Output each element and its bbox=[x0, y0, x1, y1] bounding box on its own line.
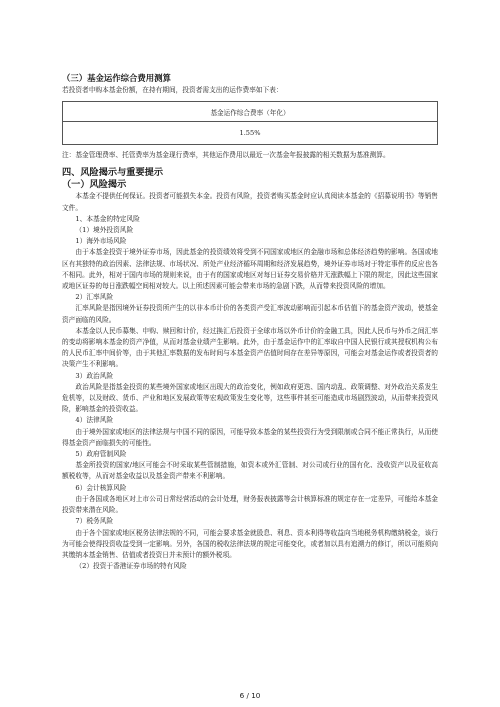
subheading: （2）投资于香港证券市场的特有风险 bbox=[75, 562, 187, 571]
paragraph: 本基金不提供任何保证。投资者可能损失本金。投资有风险，投资者购买基金时应认真阅读本基金的《招募说明书》等销售文件。 bbox=[62, 192, 438, 212]
fee-table-value: 1.55% bbox=[63, 122, 438, 145]
fee-table bbox=[62, 101, 438, 145]
paragraph: 由于各国或各地区对上市公司日常经营活动的会计处理，财务报表披露等会计核算标准的规定存在一定差异，可能给本基金投资带来潜在风险。 bbox=[62, 494, 438, 515]
page-content bbox=[62, 72, 438, 572]
paragraph: 本基金以人民币募集、申购、赎回和计价，经过换汇后投资于全球市场以外币计价的金融工具，因此人民币与外币之间汇率的变动将影响本基金的资产净值，从而对基金业绩产生影响。此外，由于基金运作中的汇率取自中国人民银行或其授权机构公布的人民币汇率中间价等，由于其他汇率数据的发布时间与本基金资产估值时间存在差异等原因，可能会对基金运作或者投资者的决策产生不利影响。 bbox=[62, 326, 438, 369]
subheading: 5）政府管制风险 bbox=[75, 450, 127, 459]
paragraph: 由于各个国家或地区税务法律法规的不同，可能会要求基金就股息、利息、资本利得等收益向当地税务机构缴纳税金，该行为可能会使得投资收益受到一定影响。另外，各国的税收法律法规的规定可能变化，或者加以具有追溯力的修订，所以可能须向其缴纳本基金销售、估值或者投资日并未预计的额外税项。 bbox=[62, 528, 438, 559]
risk-section-title: 四、风险揭示与重要提示 bbox=[62, 167, 164, 179]
subheading: （1）境外投资风险 bbox=[75, 226, 134, 235]
subheading: 4）法律风险 bbox=[75, 416, 114, 425]
paragraph: 由于境外国家或地区的法律法规与中国不同的原因，可能导致本基金的某些投资行为受到限制或合同不能正常执行，从而使得基金资产面临损失的可能性。 bbox=[62, 427, 438, 447]
subheading: 6）会计核算风险 bbox=[75, 483, 127, 492]
subheading: 1）海外市场风险 bbox=[75, 237, 127, 246]
subheading: 7）税务风险 bbox=[75, 517, 114, 526]
risk-disclosure-title: （一）风险揭示 bbox=[62, 179, 127, 191]
paragraph: 汇率风险是指因境外证券投资所产生的以非本币计价的各类资产受汇率波动影响而引起本币估值下的基金资产波动，使基金资产面临的风险。 bbox=[62, 304, 438, 324]
subheading: 1、本基金的特定风险 bbox=[75, 214, 140, 223]
subheading: 2）汇率风险 bbox=[75, 293, 114, 302]
subheading: 3）政治风险 bbox=[75, 371, 114, 380]
paragraph: 基金所投资的国家/地区可能会不时采取某些管制措施，如资本或外汇管制、对公司或行业的国有化、没收资产以及征收高额税收等，从而对基金收益以及基金资产带来不利影响。 bbox=[62, 461, 438, 481]
paragraph: 政治风险是指基金投资的某些境外国家或地区出现大的政治变化，例如政府更迭、国内动乱、政策调整、对外政治关系发生危机等，以及财政、货币、产业和地区发展政策等宏观政策发生变化等，这些事件甚至可能造成市场剧烈波动，从而带来投资风险，影响基金的投资收益。 bbox=[62, 382, 438, 414]
page-number: 6 / 10 bbox=[239, 691, 261, 700]
fee-note: 注：基金管理费率、托管费率为基金现行费率，其他运作费用以最近一次基金年报披露的相关数据为基准测算。 bbox=[62, 151, 390, 160]
fee-table-header: 基金运作综合费率（年化） bbox=[63, 102, 438, 122]
fee-section-title: （三）基金运作综合费用测算 bbox=[62, 73, 171, 83]
fee-intro: 若投资者申购本基金份额，在持有期间，投资者需支出的运作费率如下表： bbox=[62, 86, 283, 94]
paragraph: 由于本基金投资于境外证券市场，因此基金的投资绩效将受到不同国家或地区的金融市场和总体经济趋势的影响。各国或地区有其独特的政治因素、法律法规、市场状况、所处产业经济循环周期和经济发展趋势，境外证券市场对于特定事件的反应也各不相同。此外，相对于国内市场的规则来说，由于有的国家或地区对每日证券交易价格并无涨跌幅上下限的规定，因此这些国家或地区证券的每日涨跌幅空间相对较大。以上所述因素可能会带来市场的急剧下跌，从而带来投资风险的增加。 bbox=[62, 248, 438, 291]
